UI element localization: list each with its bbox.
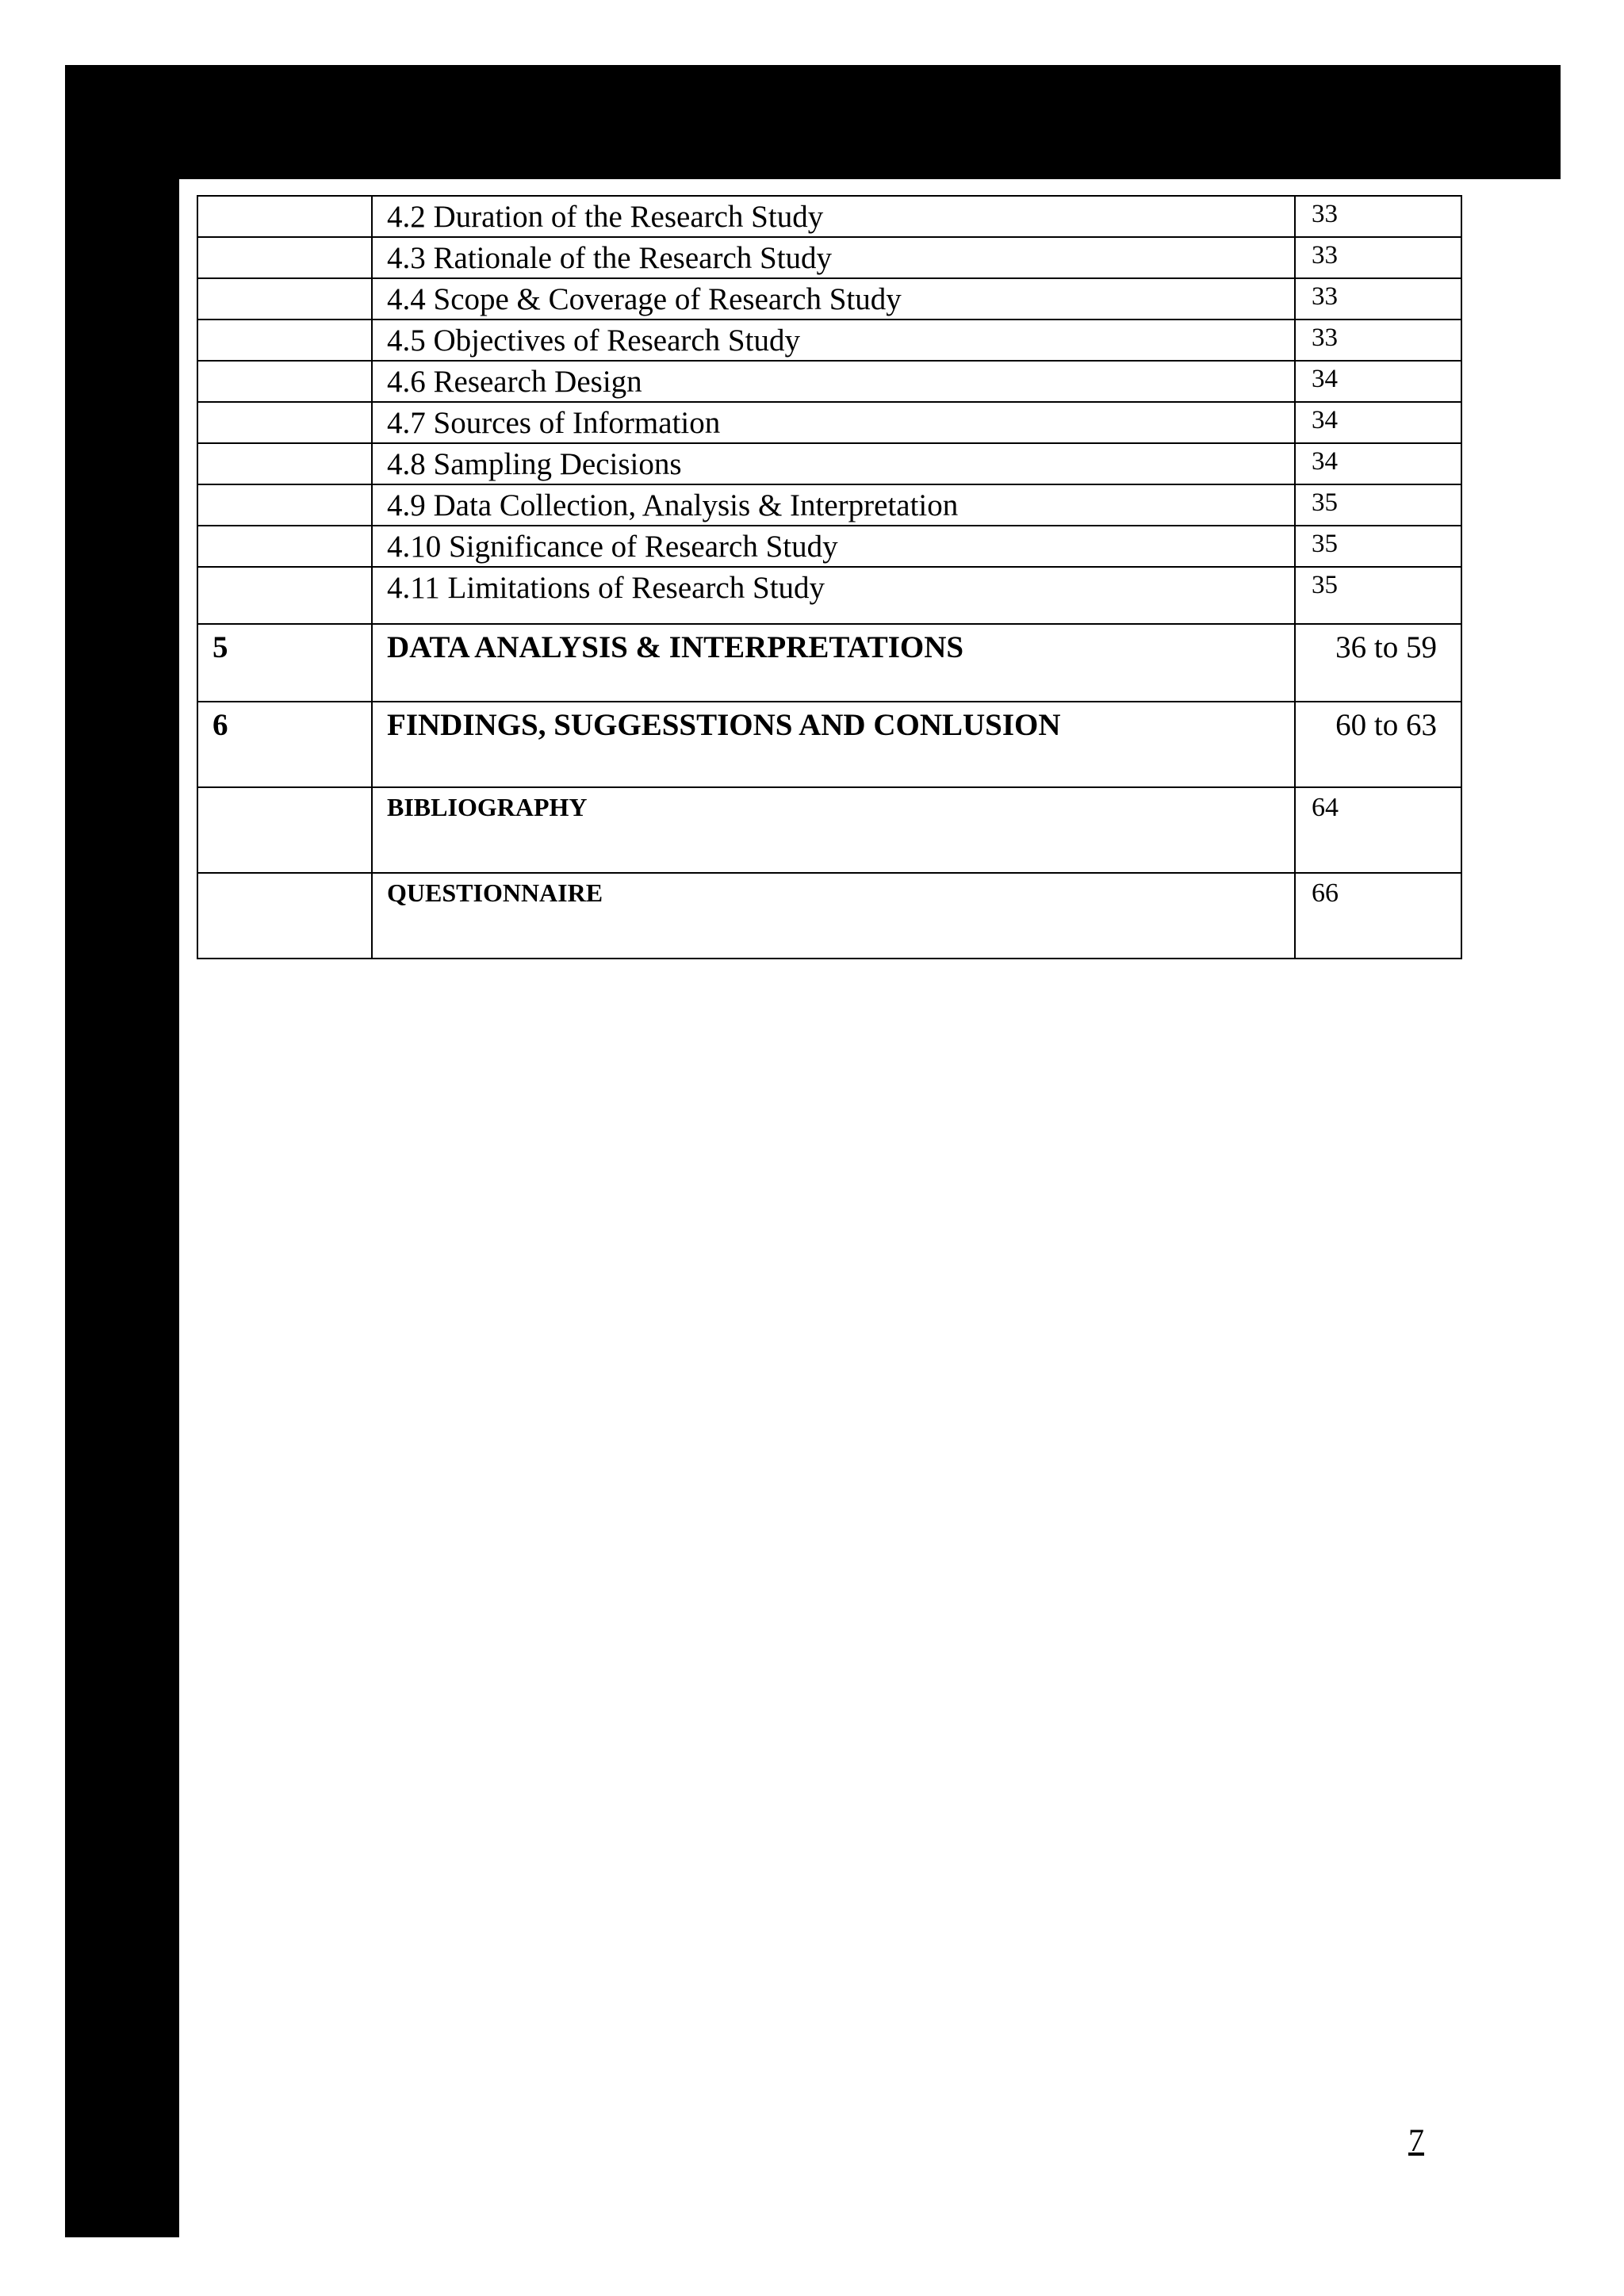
toc-row-bibliography <box>197 787 1461 873</box>
page-ref: 33 <box>1295 237 1461 278</box>
chapter-number-cell <box>197 567 372 624</box>
appendix-title: QUESTIONNAIRE <box>372 873 1295 959</box>
section-title: 4.6 Research Design <box>372 361 1295 402</box>
toc-row-4-6 <box>197 361 1461 402</box>
chapter-number-cell <box>197 278 372 320</box>
chapter-number-cell <box>197 402 372 443</box>
page-range: 60 to 63 <box>1295 702 1461 787</box>
toc-row-4-8 <box>197 443 1461 484</box>
page-ref: 33 <box>1295 320 1461 361</box>
page-ref: 34 <box>1295 402 1461 443</box>
toc-row-4-10 <box>197 526 1461 567</box>
chapter-title: FINDINGS, SUGGESSTIONS AND CONLUSION <box>372 702 1295 787</box>
toc-row-4-9 <box>197 484 1461 526</box>
toc-row-4-7 <box>197 402 1461 443</box>
page-ref: 34 <box>1295 361 1461 402</box>
chapter-number-cell <box>197 484 372 526</box>
chapter-number-cell <box>197 787 372 873</box>
section-title: 4.8 Sampling Decisions <box>372 443 1295 484</box>
chapter-number-cell <box>197 443 372 484</box>
toc-row-questionnaire <box>197 873 1461 959</box>
section-title: 4.7 Sources of Information <box>372 402 1295 443</box>
section-title: 4.3 Rationale of the Research Study <box>372 237 1295 278</box>
page-ref: 66 <box>1295 873 1461 959</box>
section-title: 4.11 Limitations of Research Study <box>372 567 1295 624</box>
toc-row-4-2 <box>197 196 1461 237</box>
section-title: 4.9 Data Collection, Analysis & Interpretation <box>372 484 1295 526</box>
page-ref: 35 <box>1295 526 1461 567</box>
table-of-contents <box>197 195 1462 959</box>
toc-row-chapter-5 <box>197 624 1461 702</box>
toc-row-4-3 <box>197 237 1461 278</box>
chapter-number-cell <box>197 320 372 361</box>
chapter-number: 6 <box>197 702 372 787</box>
section-title: 4.5 Objectives of Research Study <box>372 320 1295 361</box>
appendix-title: BIBLIOGRAPHY <box>372 787 1295 873</box>
section-title: 4.10 Significance of Research Study <box>372 526 1295 567</box>
section-title: 4.2 Duration of the Research Study <box>372 196 1295 237</box>
chapter-number-cell <box>197 196 372 237</box>
page-ref: 33 <box>1295 278 1461 320</box>
page-ref: 35 <box>1295 484 1461 526</box>
page-range: 36 to 59 <box>1295 624 1461 702</box>
toc-row-4-4 <box>197 278 1461 320</box>
section-title: 4.4 Scope & Coverage of Research Study <box>372 278 1295 320</box>
chapter-number-cell <box>197 237 372 278</box>
page-ref: 35 <box>1295 567 1461 624</box>
chapter-number-cell <box>197 873 372 959</box>
page-ref: 33 <box>1295 196 1461 237</box>
chapter-number: 5 <box>197 624 372 702</box>
toc-row-chapter-6 <box>197 702 1461 787</box>
toc-row-4-11 <box>197 567 1461 624</box>
toc-row-4-5 <box>197 320 1461 361</box>
chapter-number-cell <box>197 361 372 402</box>
chapter-title: DATA ANALYSIS & INTERPRETATIONS <box>372 624 1295 702</box>
page-ref: 34 <box>1295 443 1461 484</box>
page-ref: 64 <box>1295 787 1461 873</box>
chapter-number-cell <box>197 526 372 567</box>
page-number: 7 <box>1408 2122 1424 2158</box>
